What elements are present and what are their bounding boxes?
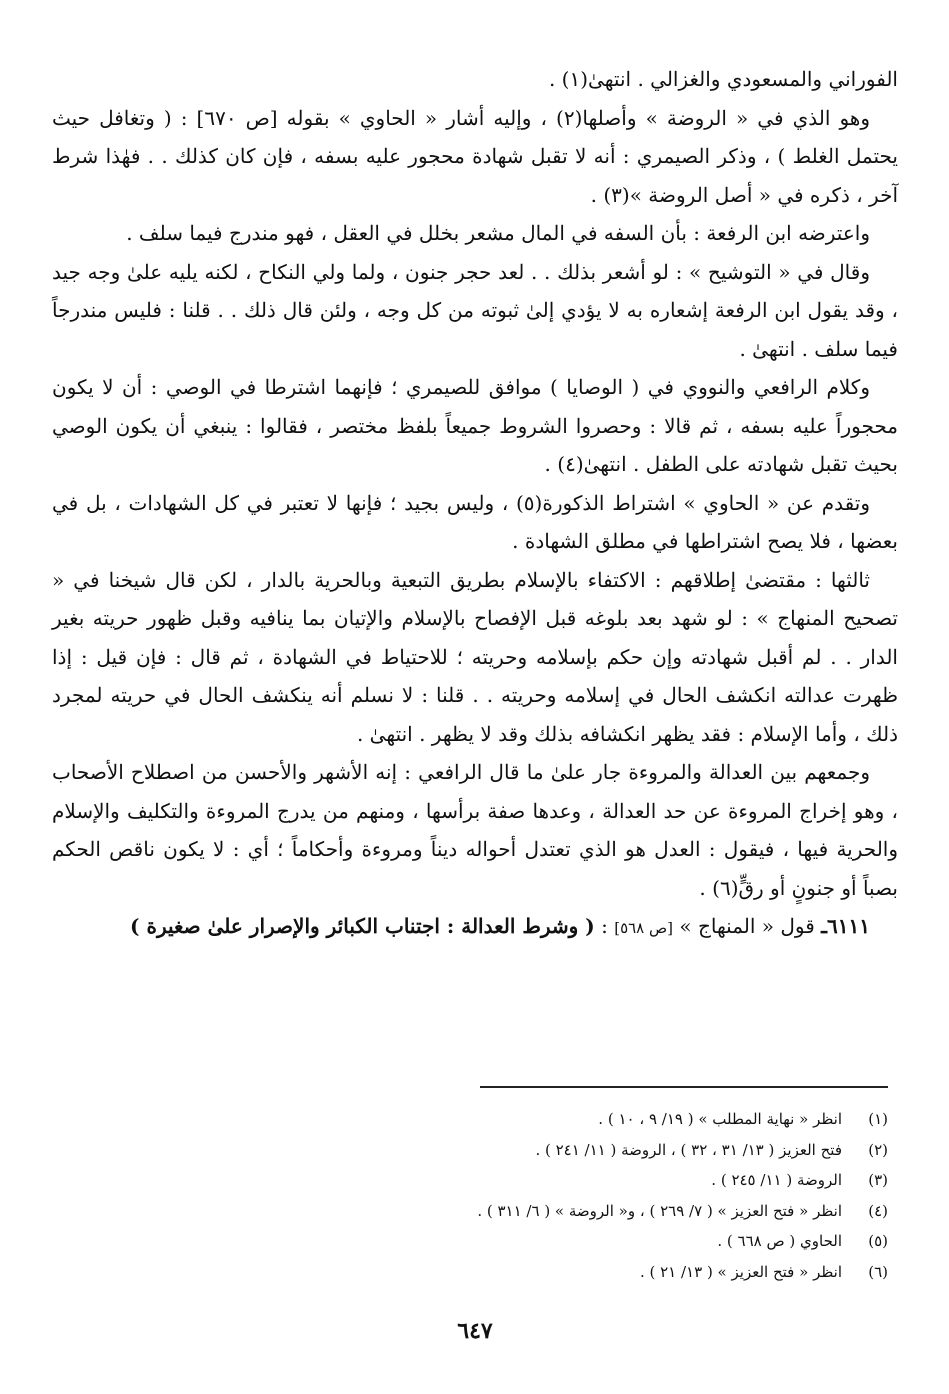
entry-colon: : — [601, 914, 608, 938]
footnote-text: الحاوي ( ص ٦٦٨ ) . — [717, 1232, 842, 1250]
paragraph: الفوراني والمسعودي والغزالي . انتهىٰ(١) . — [548, 67, 898, 91]
footnote — [188, 1257, 888, 1288]
paragraph: وتقدم عن « الحاوي » اشتراط الذكورة(٥) ، وليس بجيد ؛ فإنها لا تعتبر في كل الشهادات ، بل في بعضها ، فلا يصح اشتراطها في مطلق الشهادة . — [52, 490, 898, 553]
footnote-text: انظر « نهاية المطلب » ( ١٩/ ٩ ، ١٠ ) . — [598, 1110, 842, 1128]
footnote — [188, 1135, 888, 1166]
paragraph: وهو الذي في « الروضة » وأصلها(٢) ، وإليه أشار « الحاوي » بقوله [ص ٦٧٠] : ( وتغافل حيث يحتمل الغلط ) ، وذكر الصيمري : أنه لا تقبل شهادة محجور عليه بسفه ، فإن كان كذلك . . فهٰذا شرط آخر ، ذكره في « أصل الروضة »(٣) . — [52, 105, 898, 207]
footnote — [188, 1196, 888, 1227]
footnote-text: فتح العزيز ( ١٣/ ٣١ ، ٣٢ ) ، الروضة ( ١١/ ٢٤١ ) . — [535, 1140, 842, 1159]
footnote-text: الروضة ( ١١/ ٢٤٥ ) . — [711, 1171, 842, 1189]
footnote — [188, 1104, 888, 1135]
footnote-number: (٢) — [868, 1140, 888, 1159]
footnote-text: انظر « فتح العزيز » ( ١٣/ ٢١ ) . — [639, 1262, 842, 1281]
footnote-number: (٦) — [868, 1262, 888, 1281]
footnote-number: (٣) — [868, 1171, 888, 1189]
footnotes — [188, 1104, 888, 1287]
paragraph: وجمعهم بين العدالة والمروءة جار علىٰ ما قال الرافعي : إنه الأشهر والأحسن من اصطلاح الأصحاب ، وهو إخراج المروءة عن حد العدالة ، وعدها صفة برأسها ، ومنهم من يدرج المروءة والتكليف والإسلام والحرية فيها ، فيقول : العدل هو الذي تعتدل أحواله ديناً ومروءة وأحكاماً ؛ أي : لا يكون ناقص الحكم بصباً أو جنونٍ أو رقٍّ(٦) . — [52, 760, 898, 900]
entry-quote: ( وشرط العدالة : اجتناب الكبائر والإصرار علىٰ صغيرة ) — [130, 914, 595, 938]
entry-intro: قول « المنهاج » — [679, 914, 815, 938]
entry-number: ٦١١١ـ — [821, 914, 870, 938]
footnote-number: (٤) — [868, 1201, 888, 1220]
paragraph: واعترضه ابن الرفعة : بأن السفه في المال مشعر بخلل في العقل ، فهو مندرج فيما سلف . — [126, 221, 870, 245]
entry-heading — [52, 907, 898, 948]
entry-reference: [ص ٥٦٨] — [614, 919, 673, 937]
footnote-text: انظر « فتح العزيز » ( ٧/ ٢٦٩ ) ، و« الروضة » ( ٦/ ٣١١ ) . — [477, 1201, 842, 1220]
main-text — [52, 60, 898, 948]
footnote — [188, 1226, 888, 1257]
paragraph: وكلام الرافعي والنووي في ( الوصايا ) موافق للصيمري ؛ فإنهما اشترطا في الوصي : أن لا يكون محجوراً عليه بسفه ، ثم قالا : وحصروا الشروط جميعاً بلفظ مختصر ، فقالوا : ينبغي أن يكون الوصي بحيث تقبل شهادته على الطفل . انتهىٰ(٤) . — [52, 375, 898, 476]
footnote-number: (١) — [868, 1110, 888, 1128]
footnote-separator — [480, 1086, 888, 1088]
paragraph: ثالثها : مقتضىٰ إطلاقهم : الاكتفاء بالإسلام بطريق التبعية وبالحرية بالدار ، لكن قال شيخنا في « تصحيح المنهاج » : لو شهد بعد بلوغه قبل الإفصاح بالإسلام والإتيان بما ينافيه وقبل ظهور حريته بغير الدار . . لم أقبل شهادته وإن حكم بإسلامه وحريته ؛ للاحتياط في الشهادة ، ثم قال : فإن قيل : إذا ظهرت عدالته انكشف الحال في إسلامه وحريته . . قلنا : لا نسلم أنه ينكشف الحال في حريته لمجرد ذلك ، وأما الإسلام : فقد يظهر انكشافه بذلك وقد لا يظهر . انتهىٰ . — [52, 567, 898, 746]
page-number: ٦٤٧ — [457, 1318, 493, 1344]
book-page — [52, 60, 898, 1380]
footnote-number: (٥) — [868, 1232, 888, 1250]
footnote — [188, 1165, 888, 1196]
paragraph: وقال في « التوشيح » : لو أشعر بذلك . . لعد حجر جنون ، ولما ولي النكاح ، لكنه يليه علىٰ وجه جيد ، وقد يقول ابن الرفعة إشعاره به لا يؤدي إلىٰ ثبوته من كل وجه ، ولئن قال ذلك . . قلنا : فليس مندرجاً فيما سلف . انتهىٰ . — [52, 259, 898, 361]
